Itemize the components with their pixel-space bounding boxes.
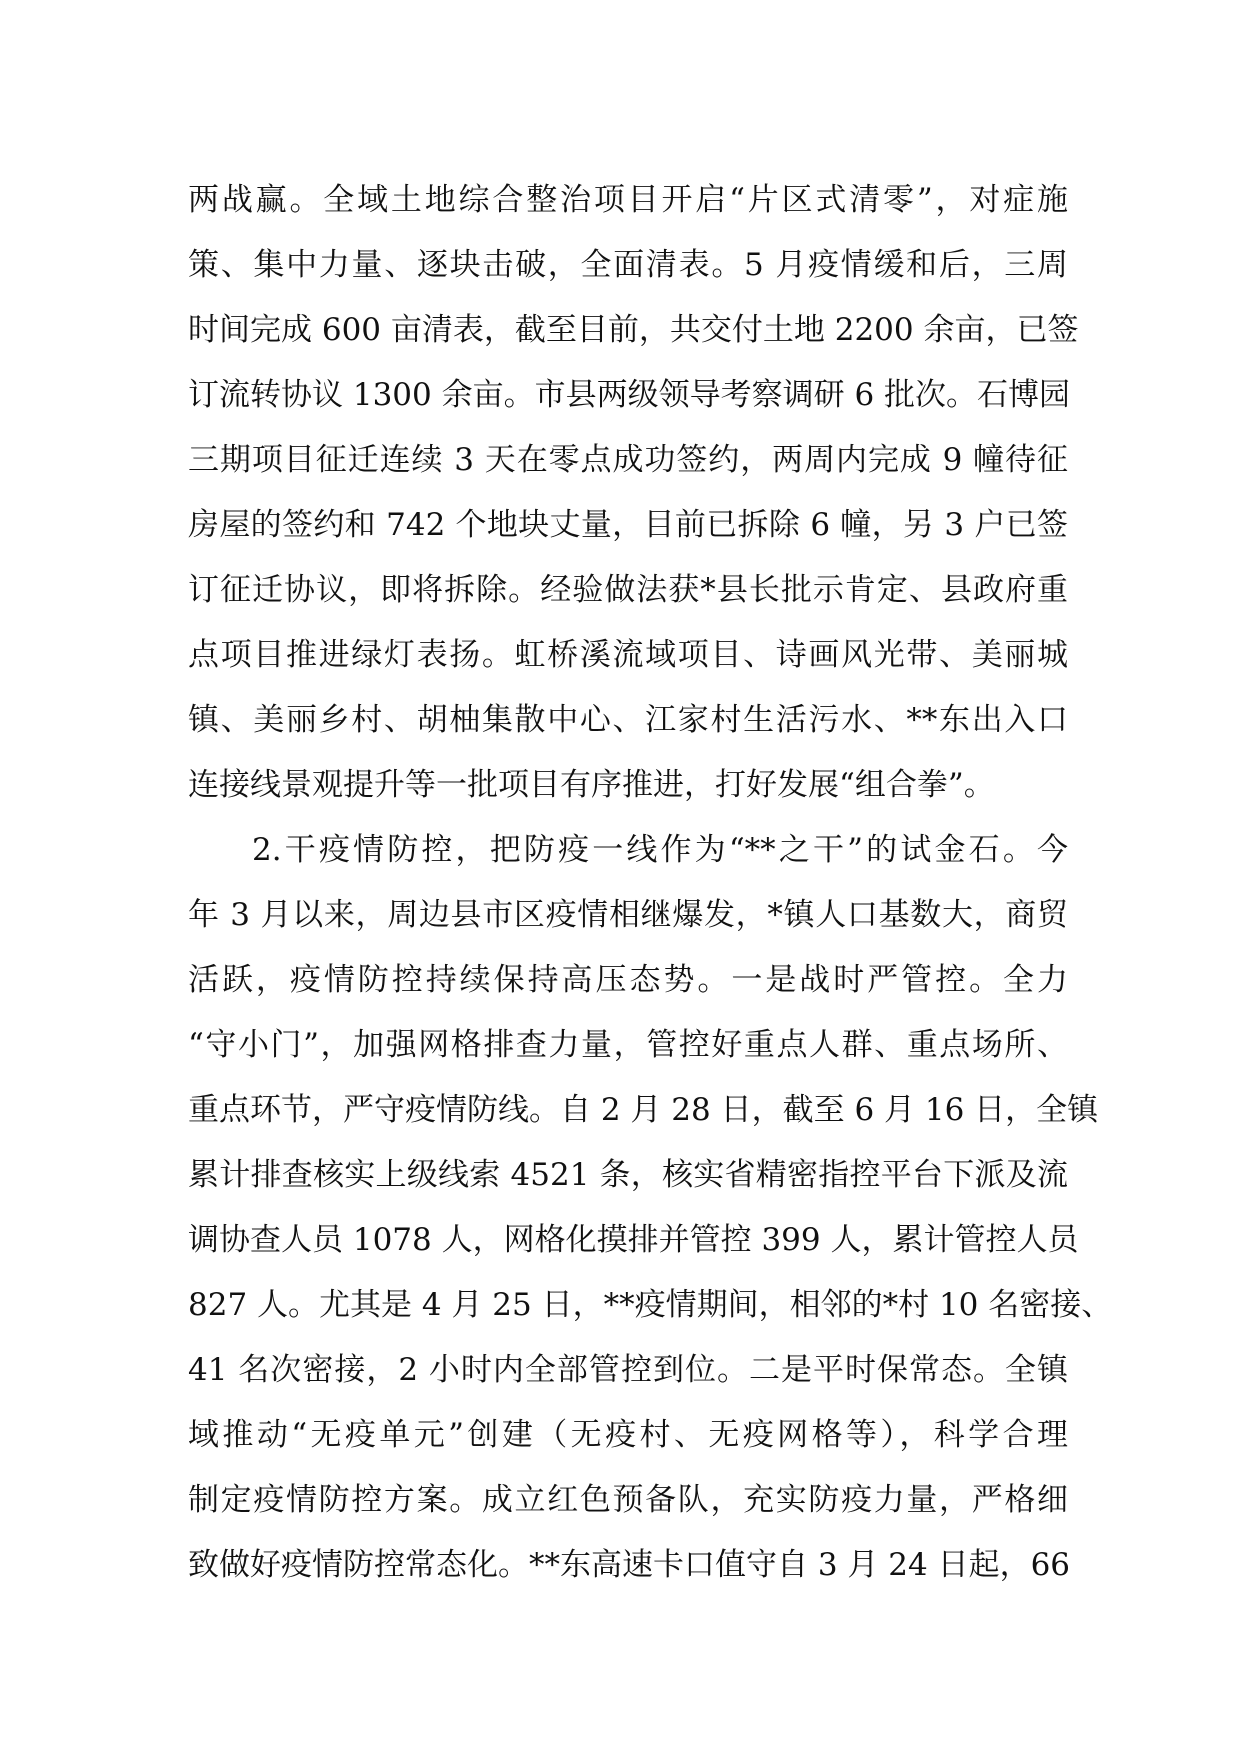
body-line-14: “守小门”，加强网格排查力量，管控好重点人群、重点场所、 [188, 1027, 1068, 1063]
body-line-5: 三期项目征迁连续 3 天在零点成功签约，两周内完成 9 幢待征 [188, 442, 1068, 478]
body-line-4: 订流转协议 1300 余亩。市县两级领导考察调研 6 批次。石博园 [188, 377, 1071, 413]
body-line-19: 41 名次密接，2 小时内全部管控到位。二是平时保常态。全镇 [188, 1352, 1068, 1388]
body-line-6: 房屋的签约和 742 个地块丈量，目前已拆除 6 幢，另 3 户已签 [188, 507, 1068, 543]
body-line-8: 点项目推进绿灯表扬。虹桥溪流域项目、诗画风光带、美丽城 [188, 637, 1068, 673]
body-line-17: 调协查人员 1078 人，网格化摸排并管控 399 人，累计管控人员 [188, 1222, 1079, 1258]
body-line-20: 域推动“无疫单元”创建（无疫村、无疫网格等），科学合理 [188, 1417, 1068, 1453]
body-line-10: 连接线景观提升等一批项目有序推进，打好发展“组合拳”。 [188, 767, 995, 803]
body-line-15: 重点环节，严守疫情防线。自 2 月 28 日，截至 6 月 16 日，全镇 [188, 1092, 1099, 1128]
body-line-2: 策、集中力量、逐块击破，全面清表。5 月疫情缓和后，三周 [188, 247, 1068, 283]
document-body [188, 168, 1113, 1598]
body-line-12: 年 3 月以来，周边县市区疫情相继爆发，*镇人口基数大，商贸 [188, 897, 1068, 933]
body-line-3: 时间完成 600 亩清表，截至目前，共交付土地 2200 余亩，已签 [188, 312, 1079, 348]
body-line-13: 活跃，疫情防控持续保持高压态势。一是战时严管控。全力 [188, 962, 1068, 998]
body-line-21: 制定疫情防控方案。成立红色预备队，充实防疫力量，严格细 [188, 1482, 1068, 1518]
section-heading-line: 2.干疫情防控，把防疫一线作为“**之干”的试金石。今 [252, 832, 1068, 868]
body-line-16: 累计排查核实上级线索 4521 条，核实省精密指控平台下派及流 [188, 1157, 1068, 1193]
body-line-22: 致做好疫情防控常态化。**东高速卡口值守自 3 月 24 日起，66 [188, 1547, 1071, 1583]
body-line-18: 827 人。尤其是 4 月 25 日，**疫情期间，相邻的*村 10 名密接、 [188, 1287, 1113, 1323]
body-line-1: 两战赢。全域土地综合整治项目开启“片区式清零”，对症施 [188, 182, 1068, 218]
body-line-7: 订征迁协议，即将拆除。经验做法获*县长批示肯定、县政府重 [188, 572, 1068, 608]
body-line-9: 镇、美丽乡村、胡柚集散中心、江家村生活污水、**东出入口 [188, 702, 1068, 738]
